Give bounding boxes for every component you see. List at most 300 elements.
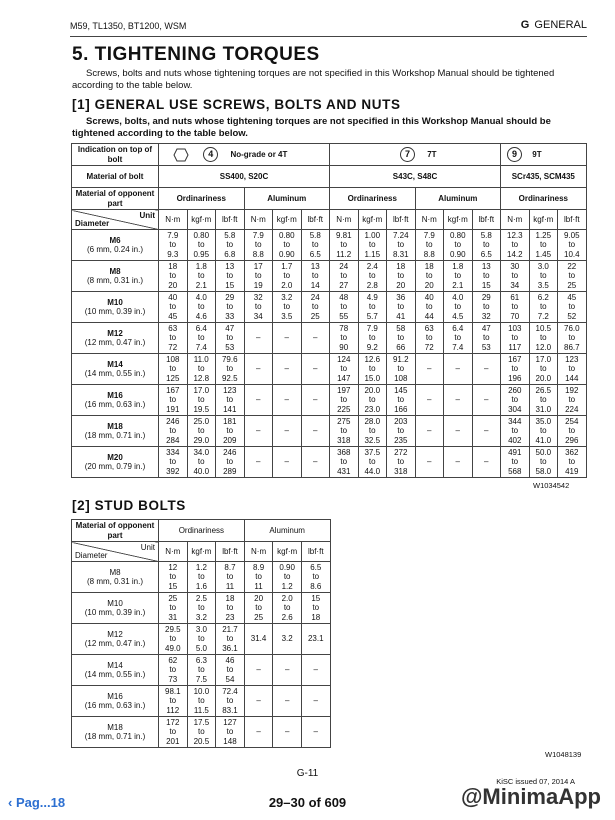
torque-cell [187, 447, 216, 478]
torque-cell [301, 686, 330, 717]
torque-value: 172 [166, 717, 180, 727]
torque-cell [159, 354, 188, 385]
torque-value: 11.2 [336, 249, 352, 259]
torque-cell [159, 593, 188, 624]
torque-value: 62 [168, 655, 178, 665]
torque-value: 25 [168, 593, 178, 603]
torque-value: 21.7 [222, 624, 238, 634]
torque-cell [187, 416, 216, 447]
torque-value: 8.31 [392, 249, 409, 259]
torque-value: 11.0 [193, 354, 209, 364]
torque-cell [472, 385, 501, 416]
torque-value: 6.5 [480, 249, 492, 259]
torque-cell [187, 562, 216, 593]
torque-value: 5.8 [480, 230, 492, 240]
torque-value: 44 [424, 311, 434, 321]
torque-cell [301, 655, 330, 686]
torque-value: 20.0 [364, 385, 381, 395]
torque-cell [301, 354, 330, 385]
torque-cell [159, 624, 188, 655]
torque-value: 61 [510, 292, 520, 302]
torque-value: 63 [168, 323, 178, 333]
torque-cell [330, 230, 359, 261]
unit-header-cell: N·m [244, 542, 273, 562]
torque-value: 5.8 [309, 230, 321, 240]
torque-value: to [312, 603, 320, 613]
torque-cell [501, 385, 530, 416]
torque-value: 3.0 [537, 261, 549, 271]
grade-9-mark-icon: 9 [507, 147, 522, 162]
torque-value: to [169, 302, 177, 312]
torque-value: to [226, 395, 234, 405]
unit-header-cell: lbf·ft [472, 210, 501, 230]
torque-value: 26.5 [535, 385, 552, 395]
intro-text: Screws, bolts and nuts whose tightening torques are not specified in this Workshop Manual should be tightened according to the table below. [72, 68, 555, 91]
torque-value: – [427, 364, 432, 374]
section-name: GENERAL [534, 19, 587, 31]
torque-value: 5.0 [195, 643, 207, 653]
torque-value: 0.80 [449, 230, 466, 240]
torque-cell [501, 292, 530, 323]
torque-cell [444, 261, 473, 292]
torque-value: to [340, 333, 348, 343]
torque-value: 3.5 [537, 280, 549, 290]
torque-value: 14.2 [507, 249, 523, 259]
torque-value: to [198, 572, 205, 582]
torque-value: 2.1 [452, 280, 464, 290]
torque-value: 98.1 [165, 686, 181, 696]
torque-value: to [568, 333, 576, 343]
bolt-material-2: S43C, S48C [330, 166, 501, 188]
torque-value: 7.4 [452, 342, 464, 352]
grade-4t-text: No-grade or 4T [230, 149, 288, 159]
torque-cell [558, 447, 587, 478]
torque-cell [187, 261, 216, 292]
torque-value: to [312, 572, 320, 582]
torque-value: 18 [396, 261, 406, 271]
torque-value: to [226, 240, 234, 250]
torque-value: 103 [508, 323, 522, 333]
torque-value: to [255, 572, 262, 582]
torque-value: 181 [223, 416, 237, 426]
torque-value: 44.0 [364, 466, 381, 476]
torque-value: 40 [168, 292, 178, 302]
torque-value: 7.9 [423, 230, 435, 240]
torque-cell [529, 292, 558, 323]
torque-value: to [169, 603, 177, 613]
torque-value: 124 [337, 354, 351, 364]
torque-cell [558, 323, 587, 354]
torque-value: – [455, 364, 460, 374]
bolt-size: (18 mm, 0.71 in.) [84, 431, 146, 440]
unit-header-cell: N·m [244, 210, 273, 230]
torque-value: to [511, 302, 519, 312]
torque-cell [159, 447, 188, 478]
torque-value: 0.80 [278, 230, 295, 240]
minimaapp-watermark: @MinimaApp [460, 784, 601, 809]
torque-value: 25 [254, 612, 264, 622]
torque-value: – [455, 426, 460, 436]
torque-value: to [368, 240, 376, 250]
bolt-size: (18 mm, 0.71 in.) [84, 732, 146, 741]
torque-value: 296 [565, 435, 579, 445]
bolt-size-cell [72, 624, 159, 655]
torque-cell [558, 261, 587, 292]
torque-value: – [284, 727, 290, 737]
torque-value: 6.3 [195, 655, 207, 665]
torque-value: 392 [166, 466, 180, 476]
torque-cell [387, 385, 416, 416]
bolt-name: M8 [109, 567, 121, 577]
bolt-name: M16 [107, 691, 123, 701]
torque-value: to [169, 727, 177, 737]
torque-value: 145 [394, 385, 408, 395]
torque-value: – [256, 364, 261, 374]
torque-value: to [340, 395, 348, 405]
torque-value: – [313, 727, 318, 737]
torque-value: to [254, 302, 262, 312]
torque-value: to [169, 696, 177, 706]
back-to-page-button[interactable]: ‹ Pag...18 [8, 795, 66, 810]
torque-value: 284 [166, 435, 180, 445]
bolt-size: (8 mm, 0.31 in.) [86, 276, 143, 285]
torque-value: 1.8 [195, 261, 207, 271]
torque-value: 6.5 [309, 249, 321, 259]
torque-cell [159, 385, 188, 416]
torque-cell [558, 416, 587, 447]
torque-cell [415, 292, 444, 323]
torque-value: 431 [337, 466, 351, 476]
torque-cell [187, 686, 216, 717]
torque-value: 13 [310, 261, 320, 271]
torque-value: 1.2 [281, 581, 293, 591]
torque-value: – [284, 426, 289, 436]
table-row [72, 447, 587, 478]
torque-value: 344 [508, 416, 522, 426]
torque-value: to [368, 395, 376, 405]
diameter-label: Diameter [75, 218, 110, 228]
torque-value: – [313, 457, 318, 467]
torque-cell [244, 354, 273, 385]
torque-cell [472, 416, 501, 447]
bolt-size: (20 mm, 0.79 in.) [84, 462, 146, 471]
torque-value: to [511, 426, 519, 436]
torque-value: 12.8 [193, 373, 210, 383]
torque-cell [558, 354, 587, 385]
torque-value: 272 [394, 447, 408, 457]
torque-cell [244, 292, 273, 323]
torque-value: to [197, 364, 205, 374]
torque-value: 22 [567, 261, 577, 271]
torque-value: to [454, 271, 462, 281]
torque-value: – [284, 665, 290, 675]
torque-cell [330, 323, 359, 354]
unit-header-cell: N·m [415, 210, 444, 230]
torque-value: 192 [565, 385, 579, 395]
torque-value: 41.0 [535, 435, 552, 445]
torque-value: 125 [166, 373, 180, 383]
torque-value: 7.24 [392, 230, 409, 240]
torque-value: to [511, 364, 519, 374]
indication-label: Indication on top of bolt [72, 144, 159, 166]
torque-cell [415, 261, 444, 292]
torque-value: 17.5 [193, 717, 210, 727]
torque-cell [216, 385, 245, 416]
torque-value: 19 [253, 280, 263, 290]
torque-value: 7.9 [167, 230, 179, 240]
torque-cell [444, 385, 473, 416]
torque-value: to [311, 302, 319, 312]
torque-value: 18 [168, 261, 178, 271]
torque-cell [301, 292, 330, 323]
torque-cell [187, 624, 216, 655]
torque-value: to [169, 271, 177, 281]
bolt-size: (12 mm, 0.47 in.) [84, 639, 146, 648]
torque-value: to [340, 271, 348, 281]
table-row [72, 624, 331, 655]
torque-value: 225 [337, 404, 351, 414]
table-row [72, 230, 587, 261]
bolt-name: M6 [109, 235, 121, 245]
page-title: 5. TIGHTENING TORQUES [72, 44, 320, 65]
torque-cell [301, 323, 330, 354]
torque-value: to [340, 364, 348, 374]
torque-value: to [368, 364, 376, 374]
torque-value: to [482, 271, 490, 281]
torque-value: – [313, 696, 318, 706]
torque-value: 419 [565, 466, 579, 476]
torque-value: 58 [396, 323, 406, 333]
table-row [72, 354, 587, 385]
torque-cell [529, 416, 558, 447]
torque-cell [501, 354, 530, 385]
torque-cell [244, 447, 273, 478]
torque-value: to [568, 271, 576, 281]
torque-value: to [169, 395, 177, 405]
opponent-4: Aluminum [415, 188, 501, 210]
torque-value: – [427, 457, 432, 467]
torque-value: 4.0 [195, 292, 207, 302]
torque-cell [216, 261, 245, 292]
section2-heading: [2] STUD BOLTS [72, 498, 186, 513]
torque-cell [444, 416, 473, 447]
bolt-name: M16 [107, 390, 123, 400]
torque-value: 2.0 [281, 593, 293, 603]
torque-cell [216, 624, 245, 655]
bolt-name: M12 [107, 328, 123, 338]
unit-header-cell: lbf·ft [558, 210, 587, 230]
torque-value: 20.0 [535, 373, 552, 383]
torque-value: 13 [225, 261, 235, 271]
torque-value: – [484, 457, 489, 467]
torque-value: to [454, 302, 462, 312]
torque-cell [358, 447, 387, 478]
bolt-size-cell [72, 447, 159, 478]
stud-diameter-label: Diameter [75, 550, 108, 560]
torque-value: 5.8 [224, 230, 236, 240]
torque-value: 15 [168, 581, 178, 591]
torque-value: 209 [223, 435, 237, 445]
torque-value: – [484, 395, 489, 405]
torque-value: 127 [223, 717, 237, 727]
opponent-1: Ordinariness [159, 188, 245, 210]
torque-cell [159, 686, 188, 717]
torque-cell [244, 562, 273, 593]
torque-value: to [539, 302, 547, 312]
table-row [72, 323, 587, 354]
torque-value: 7.4 [195, 342, 207, 352]
torque-value: 4.0 [452, 292, 464, 302]
torque-value: 52 [567, 311, 577, 321]
bolt-name: M20 [107, 452, 123, 462]
torque-value: 2.1 [195, 280, 207, 290]
torque-value: to [539, 395, 547, 405]
torque-value: 201 [166, 736, 180, 746]
torque-value: 304 [508, 404, 522, 414]
torque-value: to [198, 665, 205, 675]
torque-value: to [368, 457, 376, 467]
torque-value: to [397, 457, 405, 467]
torque-value: to [397, 395, 405, 405]
torque-cell [301, 717, 330, 748]
torque-cell [216, 292, 245, 323]
torque-value: 20 [168, 280, 178, 290]
torque-cell [273, 261, 302, 292]
torque-cell [216, 593, 245, 624]
torque-value: to [283, 240, 291, 250]
torque-cell [358, 261, 387, 292]
torque-value: to [226, 696, 234, 706]
torque-value: 491 [508, 447, 522, 457]
table-row [72, 593, 331, 624]
torque-value: 29.0 [193, 435, 210, 445]
torque-value: 4.9 [366, 292, 378, 302]
torque-value: 83.1 [222, 705, 238, 715]
bolt-size: (12 mm, 0.47 in.) [84, 338, 146, 347]
torque-cell [187, 717, 216, 748]
torque-value: – [484, 426, 489, 436]
torque-value: 31.4 [250, 634, 267, 644]
torque-cell [358, 385, 387, 416]
torque-value: 11 [225, 581, 235, 591]
torque-value: 6.5 [310, 562, 322, 572]
section1-heading: [1] GENERAL USE SCREWS, BOLTS AND NUTS [72, 97, 401, 112]
torque-cell [301, 593, 330, 624]
torque-value: 2.0 [281, 280, 293, 290]
torque-value: to [198, 696, 205, 706]
torque-value: 31.0 [535, 404, 552, 414]
torque-value: 9.81 [335, 230, 352, 240]
torque-value: – [313, 364, 318, 374]
unit-diameter-cell [72, 210, 159, 230]
torque-value: 73 [168, 674, 178, 684]
torque-value: to [226, 603, 234, 613]
bolt-size: (10 mm, 0.39 in.) [84, 307, 146, 316]
page-number: G-11 [296, 768, 319, 779]
torque-value: 48 [339, 292, 349, 302]
torque-value: 4.5 [452, 311, 464, 321]
bolt-size-cell [72, 292, 159, 323]
torque-value: – [455, 457, 460, 467]
bolt-size: (14 mm, 0.55 in.) [84, 670, 146, 679]
unit-header-cell: N·m [159, 210, 188, 230]
torque-value: 15.0 [364, 373, 381, 383]
torque-cell [244, 261, 273, 292]
torque-value: 78 [339, 323, 349, 333]
torque-value: 72 [424, 342, 434, 352]
torque-cell [387, 323, 416, 354]
torque-value: 2.4 [366, 261, 378, 271]
table1-code: W1034542 [533, 481, 570, 490]
torque-value: to [397, 364, 405, 374]
bolt-size: (6 mm, 0.24 in.) [86, 245, 143, 254]
bolt-size: (14 mm, 0.55 in.) [84, 369, 146, 378]
torque-value: to [397, 302, 405, 312]
torque-value: 1.45 [535, 249, 552, 259]
torque-value: 29.5 [165, 624, 181, 634]
torque-cell [529, 385, 558, 416]
torque-cell [216, 717, 245, 748]
torque-value: to [568, 364, 576, 374]
torque-cell [501, 447, 530, 478]
torque-cell [273, 323, 302, 354]
torque-value: to [368, 271, 376, 281]
torque-cell [472, 292, 501, 323]
torque-value: 8.8 [423, 249, 435, 259]
torque-value: 9.2 [366, 342, 378, 352]
torque-value: – [256, 333, 261, 343]
torque-cell [472, 323, 501, 354]
torque-value: 8.6 [310, 581, 322, 591]
torque-cell [472, 261, 501, 292]
torque-cell [216, 447, 245, 478]
torque-value: 30 [510, 261, 520, 271]
bolt-name: M14 [107, 359, 123, 369]
torque-value: to [397, 240, 405, 250]
torque-cell [358, 323, 387, 354]
torque-cell [387, 230, 416, 261]
torque-cell [387, 416, 416, 447]
torque-value: to [226, 302, 234, 312]
torque-value: to [283, 271, 291, 281]
torque-value: to [482, 302, 490, 312]
torque-value: 2.8 [366, 280, 378, 290]
torque-cell [273, 354, 302, 385]
table-row [72, 686, 331, 717]
torque-cell [273, 447, 302, 478]
torque-value: 29 [481, 292, 491, 302]
unit-header-cell: lbf·ft [216, 210, 245, 230]
torque-value: to [226, 727, 234, 737]
torque-value: 6.8 [224, 249, 236, 259]
torque-value: – [256, 395, 261, 405]
torque-value: 108 [166, 354, 180, 364]
torque-value: 0.95 [193, 249, 210, 259]
torque-value: 166 [394, 404, 408, 414]
torque-value: 15 [225, 280, 235, 290]
bolt-size: (16 mm, 0.63 in.) [84, 701, 146, 710]
torque-value: 58.0 [535, 466, 552, 476]
torque-value: 36 [396, 292, 406, 302]
bolt-size: (10 mm, 0.39 in.) [84, 608, 146, 617]
torque-value: to [368, 302, 376, 312]
torque-value: 167 [166, 385, 180, 395]
torque-cell [216, 416, 245, 447]
torque-cell [415, 354, 444, 385]
torque-cell [472, 230, 501, 261]
torque-cell [244, 416, 273, 447]
torque-cell [216, 323, 245, 354]
